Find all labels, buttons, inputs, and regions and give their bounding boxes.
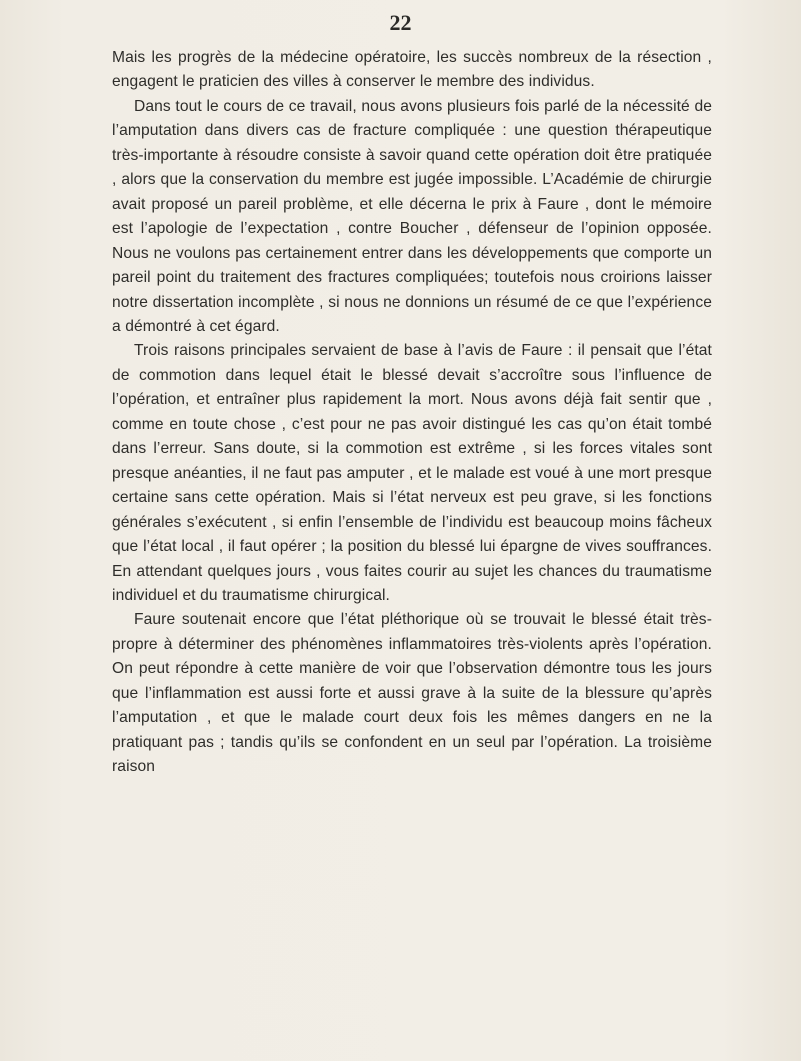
paragraph-3: Trois raisons principales servaient de base à l’avis de Faure : il pensait que l’état de commotion dans lequel était le blessé devait s’accroître sous l’influence de l’opération, et entraîner plus rapidement la mort. Nous avons déjà fait sentir que , comme en toute chose , c’est pour ne pas avoir distingué les cas qu’on était tombé dans l’erreur. Sans doute, si la commotion est extrême , si les forces vitales sont presque anéanties, il ne faut pas amputer , et le malade est voué à une mort presque certaine sans cette opération. Mais si l’état nerveux est peu grave, si les fonctions générales s’exécutent , si enfin l’ensemble de l’individu est beaucoup moins fâcheux que l’état local , il faut opérer ; la position du blessé lui épargne de vives souffrances. En attendant quelques jours , vous faites courir au sujet les chances du traumatisme individuel et du traumatisme chirurgical. bbox=[112, 342, 712, 604]
paragraph-4: Faure soutenait encore que l’état pléthorique où se trouvait le blessé était très-propre à déterminer des phénomènes inflammatoires très-violents après l’opération. On peut répondre à cette manière de voir que l’observation démontre tous les jours que l’inflammation est aussi forte et aussi grave à la suite de la blessure qu’après l’amputation , et que le malade court deux fois les mêmes dangers en ne la pratiquant pas ; tandis qu’ils se confondent en un seul par l’opération. La troisième raison bbox=[112, 611, 712, 776]
body-text bbox=[112, 46, 712, 780]
paragraph-2: Dans tout le cours de ce travail, nous avons plusieurs fois parlé de la nécessité de l’amputation dans divers cas de fracture compliquée : une question thérapeutique très-importante à résoudre consiste à savoir quand cette opération doit être pratiquée , alors que la conservation du membre est jugée impossible. L’Académie de chirurgie avait proposé un pareil problème, et elle décerna le prix à Faure , dont le mémoire est l’apologie de l’expectation , contre Boucher , défenseur de l’opinion opposée. Nous ne voulons pas certainement entrer dans les développements que comporte un pareil point du traitement des fractures compliquées; toutefois nous croirions laisser notre dissertation incomplète , si nous ne donnions un résumé de ce que l’expérience a démontré à cet égard. bbox=[112, 97, 712, 335]
paragraph-1: Mais les progrès de la médecine opératoire, les succès nombreux de la résection , engagent le praticien des villes à conserver le membre des individus. bbox=[112, 49, 712, 91]
page-number: 22 bbox=[389, 10, 412, 35]
